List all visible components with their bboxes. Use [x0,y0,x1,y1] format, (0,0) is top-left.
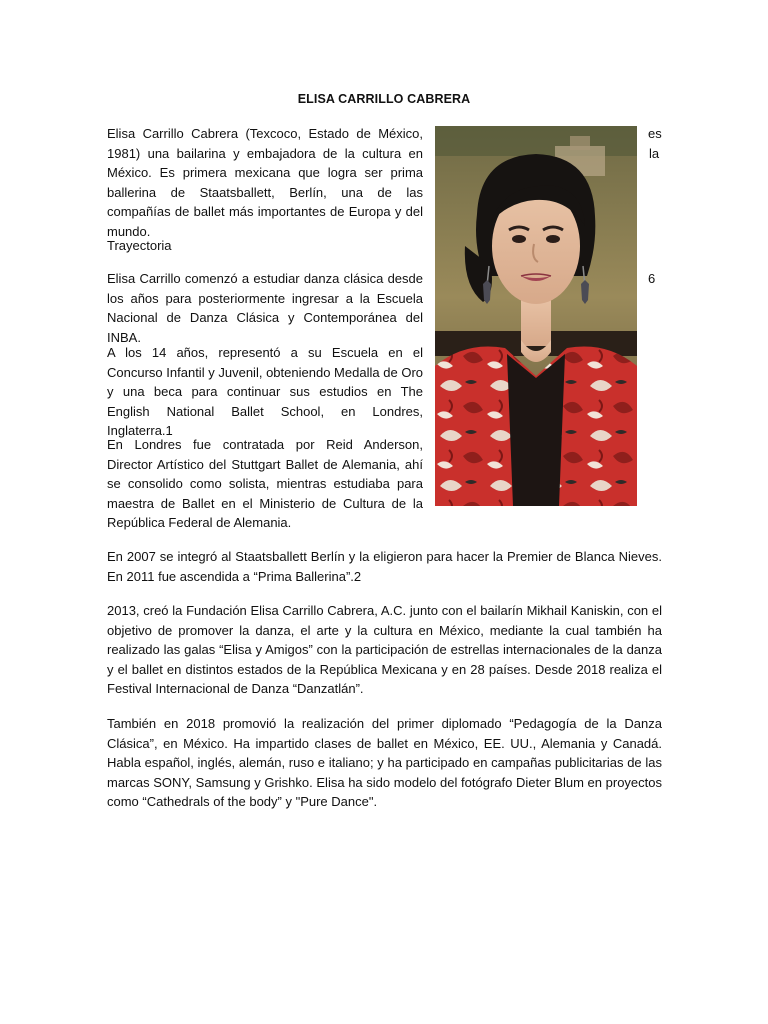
portrait-photo [435,126,637,506]
section-heading: Trayectoria [107,238,172,253]
paragraph-berlin: En 2007 se integró al Staatsballett Berlín y la eligieron para hacer la Premier de Blanca Nieves. En 2011 fue ascendida a “Prima Ballerina”.2 [107,549,662,584]
paragraph-london-scholarship: A los 14 años, representó a su Escuela en el Concurso Infantil y Juvenil, obteniendo Medalla de Oro y una beca para continuar sus estudios en The English National Ballet School, en Londres, Inglaterra.1 [107,345,423,439]
paragraph-overflow-number: 6 [648,271,656,286]
paragraph-early-training: Elisa Carrillo comenzó a estudiar danza clásica desde los años para posteriormente ingresar a la Escuela Nacional de Danza Clásica y Contemporánea del INBA. [107,271,423,345]
intro-overflow-word-2: la [649,146,660,161]
document-title: ELISA CARRILLO CABRERA [297,92,471,106]
paragraph-foundation: 2013, creó la Fundación Elisa Carrillo Cabrera, A.C. junto con el bailarín Mikhail Kaniskin, con el objetivo de promover la danza, el arte y la cultura en México, mediante la cual también ha realizado las galas “Elisa y Amigos” con la participación de estrellas internacionales de la danza y el ballet en distintos estados de la República Mexicana y en 28 países. Desde 2018 realiza el Festival Internacional de Danza “Danzatlán”. [107,603,662,697]
intro-paragraph: Elisa Carrillo Cabrera (Texcoco, Estado de México, 1981) una bailarina y embajadora de la cultura en México. Es primera mexicana que logra ser prima ballerina de Staatsballett, Berlín, una de las compañías de ballet más importantes de Europa y del mundo. [107,126,423,239]
paragraph-diplomado: También en 2018 promovió la realización del primer diplomado “Pedagogía de la Danza Clásica”, en México. Ha impartido clases de ballet en México, EE. UU., Alemania y Canadá. Habla español, inglés, alemán, ruso e italiano; y ha participado en campañas publicitarias de las marcas SONY, Samsung y Grishko. Elisa ha sido modelo del fotógrafo Dieter Blum en proyectos como “Cathedrals of the body” y "Pure Dance". [107,716,662,810]
paragraph-stuttgart: En Londres fue contratada por Reid Anderson, Director Artístico del Stuttgart Ballet de Alemania, ahí se consolido como solista, mientras estudiaba para maestra de Ballet en el Ministerio de Cultura de la República Federal de Alemania. [107,437,423,531]
intro-overflow-word-1: es [648,126,662,141]
